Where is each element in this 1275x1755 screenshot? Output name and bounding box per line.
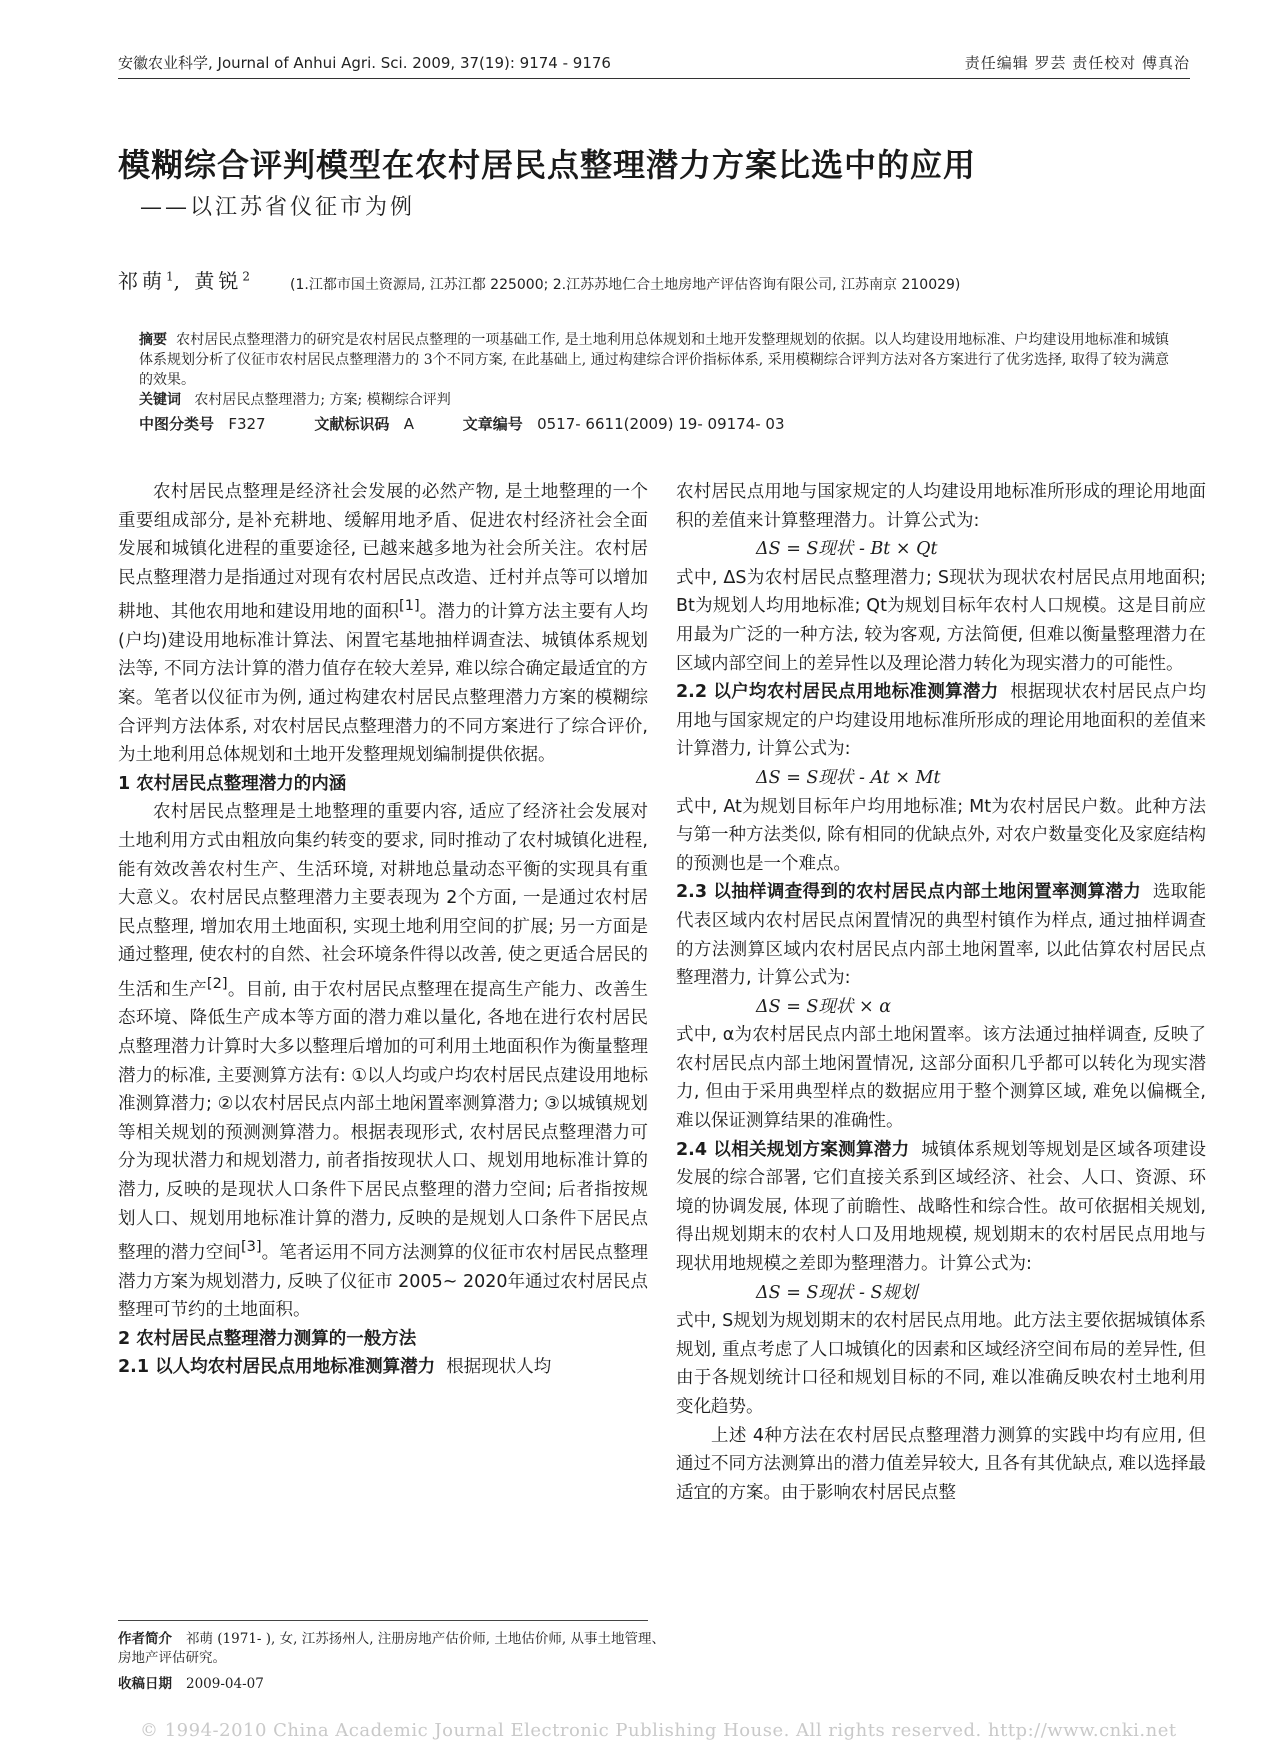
paper-title: 模糊综合评判模型在农村居民点整理潜力方案比选中的应用 <box>118 146 977 184</box>
citation-ref: [1] <box>399 597 420 615</box>
citation-ref: [3] <box>240 1238 262 1256</box>
abstract <box>139 330 1169 390</box>
clc-value: F327 <box>228 415 266 433</box>
author-name: 黄锐 <box>194 269 243 293</box>
section-1-text-end: 。笔者运用不同方法测算的仪征市农村居民点整理潜力方案为规划潜力, 反映了仪征市 2005~ 2020年通过农村居民点整理可节约的土地面积。 <box>118 1242 649 1321</box>
section-1-text: 农村居民点整理是土地整理的重要内容, 适应了经济社会发展对土地利用方式由粗放向集约转变的要求, 同时推动了农村城镇化进程, 能有效改善农村生产、生活环境, 对耕地总量动态平衡的实现具有重大意义。农村居民点整理潜力主要表现为 2个方面, 一是通过农村居民点整理, 增加农用土地面积, 实现土地利用空间的扩展; 另一方面是通过整理, 使农村的自然、社会环境条件得以改善, 使之更适合居民的生活和生产 <box>118 802 648 1000</box>
copyright-watermark: © 1994-2010 China Academic Journal Electronic Publishing House. All rights reserved. http://www.cnki.net <box>140 1720 1177 1741</box>
summary-paragraph: 上述 4种方法在农村居民点整理潜力测算的实践中均有应用, 但通过不同方法测算出的潜力值差异较大, 且各有其优缺点, 难以选择最适宜的方案。由于影响农村居民点整 <box>676 1425 1206 1503</box>
author-affiliations: (1.江都市国土资源局, 江苏江都 225000; 2.江苏苏地仁合土地房地产评估咨询有限公司, 江苏南京 210029) <box>290 277 961 293</box>
section-2-heading: 2 农村居民点整理潜力测算的一般方法 <box>118 1328 417 1349</box>
footnote-divider <box>118 1620 648 1621</box>
keywords-text: 农村居民点整理潜力; 方案; 模糊综合评判 <box>194 392 451 408</box>
author-bio-text: 祁萌 (1971- ), 女, 江苏扬州人, 注册房地产估价师, 土地估价师, 从事土地管理、房地产评估研究。 <box>118 1631 665 1666</box>
article-no-label: 文章编号 <box>462 415 523 433</box>
paper-subtitle: ——以江苏省仪征市为例 <box>140 195 416 220</box>
author-bio-label: 作者简介 <box>118 1631 172 1647</box>
running-header <box>118 48 1190 79</box>
author-list: 祁萌$^1$, 黄锐$^2$ <box>118 269 250 293</box>
body-column-right <box>676 478 1206 1507</box>
formula-2-explanation: 式中, At为规划目标年户均用地标准; Mt为农村居民户数。此种方法与第一种方法类似, 除有相同的优缺点外, 对农户数量变化及家庭结构的预测也是一个难点。 <box>676 796 1206 874</box>
formula-3: ΔS = S现状 × α <box>756 996 892 1017</box>
section-2-1-text: 根据现状人均 <box>446 1357 552 1378</box>
section-2-4-heading: 2.4 以相关规划方案测算潜力 <box>676 1139 910 1160</box>
abstract-block <box>139 330 1169 434</box>
body-column-left <box>118 478 648 1382</box>
formula-3-explanation: 式中, α为农村居民点内部土地闲置率。该方法通过抽样调查, 反映了农村居民点内部土地闲置情况, 这部分面积几乎都可以转化为现实潜力, 但由于采用典型样点的数据应用于整个测算区域, 难免以偏概全, 难以保证测算结果的准确性。 <box>676 1025 1206 1132</box>
abstract-label: 摘要 <box>139 332 168 348</box>
received-label: 收稿日期 <box>118 1676 172 1692</box>
keywords <box>139 390 1169 410</box>
section-2-1-continued: 农村居民点用地与国家规定的人均建设用地标准所形成的理论用地面积的差值来计算整理潜力。计算公式为: <box>676 482 1206 531</box>
citation-ref: [2] <box>206 974 228 992</box>
classification-line <box>139 414 1169 434</box>
author-affil-mark: 2 <box>242 269 250 284</box>
editor-credits: 责任编辑 罗芸 责任校对 傅真治 <box>964 54 1190 72</box>
article-no-value: 0517- 6611(2009) 19- 09174- 03 <box>537 415 785 433</box>
formula-4: ΔS = S现状 - S规划 <box>756 1282 918 1303</box>
doc-code-value: A <box>403 415 414 433</box>
formula-1-explanation: 式中, ΔS为农村居民点整理潜力; S现状为现状农村居民点用地面积; Bt为规划人均用地标准; Qt为规划目标年农村人口规模。这是目前应用最为广泛的一种方法, 较为客观, 方法简便, 但难以衡量整理潜力在区域内部空间上的差异性以及理论潜力转化为现实潜力的可能性。 <box>676 567 1206 674</box>
section-2-3-text: 选取能代表区域内农村居民点闲置情况的典型村镇作为样点, 通过抽样调查的方法测算区域内农村居民点内部土地闲置率, 以此估算农村居民点整理潜力, 计算公式为: <box>676 882 1206 989</box>
doc-code-label: 文献标识码 <box>314 415 390 433</box>
intro-text: 农村居民点整理是经济社会发展的必然产物, 是土地整理的一个重要组成部分, 是补充耕地、缓解用地矛盾、促进农村经济社会全面发展和城镇化进程的重要途径, 已越来越多地为社会所关注。农村居民点整理潜力是指通过对现有农村居民点改造、迁村并点等可以增加耕地、其他农用地和建设用地的面积 <box>118 482 648 623</box>
author-name: 祁萌 <box>118 269 166 293</box>
received-date-note <box>118 1675 678 1694</box>
section-1-text-cont: 。目前, 由于农村居民点整理在提高生产能力、改善生态环境、降低生产成本等方面的潜力难以量化, 各地在进行农村居民点整理潜力计算时大多以整理后增加的可利用土地面积作为衡量整理潜力的标准, 主要测算方法有: ①以人均或户均农村居民点建设用地标准测算潜力; ②以农村居民点内部土地闲置率测算潜力; ③以城镇规划等相关规划的预测测算潜力。根据表现形式, 农村居民点整理潜力可分为现状潜力和规划潜力, 前者指按现状人口、规划用地标准计算的潜力, 反映的是现状人口条件下居民点整理的潜力空间; 后者指按规划人口、规划用地标准计算的潜力, 反映的是规划人口条件下居民点整理的潜力空间 <box>118 979 649 1263</box>
section-2-3-heading: 2.3 以抽样调查得到的农村居民点内部土地闲置率测算潜力 <box>676 882 1142 903</box>
author-bio-note <box>118 1630 678 1668</box>
journal-citation: 安徽农业科学, Journal of Anhui Agri. Sci. 2009, 37(19): 9174 - 9176 <box>118 54 611 72</box>
formula-2: ΔS = S现状 - At × Mt <box>756 767 941 788</box>
section-2-2-heading: 2.2 以户均农村居民点用地标准测算潜力 <box>676 682 999 703</box>
section-2-2-text: 根据现状农村居民点户均用地与国家规定的户均建设用地标准所形成的理论用地面积的差值来计算潜力, 计算公式为: <box>676 682 1206 760</box>
section-1-paragraph <box>118 798 648 1324</box>
formula-1: ΔS = S现状 - Bt × Qt <box>756 539 938 560</box>
formula-4-explanation: 式中, S规划为规划期末的农村居民点用地。此方法主要依据城镇体系规划, 重点考虑了人口城镇化的因素和区域经济空间布局的差异性, 但由于各规划统计口径和规划目标的不同, 难以准确反映农村土地利用变化趋势。 <box>676 1311 1206 1417</box>
abstract-text: 农村居民点整理潜力的研究是农村居民点整理的一项基础工作, 是土地利用总体规划和土地开发整理规划的依据。以人均建设用地标准、户均建设用地标准和城镇体系规划分析了仪征市农村居民点整理潜力的 3个不同方案, 在此基础上, 通过构建综合评价指标体系, 采用模糊综合评判方法对各方案进行了优劣选择, 取得了较为满意的效果。 <box>139 332 1169 388</box>
section-1-heading: 1 农村居民点整理潜力的内涵 <box>118 773 347 794</box>
author-affil-mark: 1 <box>166 269 174 284</box>
section-2-4-text: 城镇体系规划等规划是区域各项建设发展的综合部署, 它们直接关系到区域经济、社会、人口、资源、环境的协调发展, 体现了前瞻性、战略性和综合性。故可依据相关规划, 得出规划期末的农村人口及用地规模, 规划期末的农村居民点用地与现状用地规模之差即为整理潜力。计算公式为: <box>676 1139 1206 1275</box>
received-date: 2009-04-07 <box>186 1676 264 1692</box>
section-2-1-heading: 2.1 以人均农村居民点用地标准测算潜力 <box>118 1357 436 1378</box>
intro-paragraph <box>118 478 648 770</box>
clc-label: 中图分类号 <box>139 415 215 433</box>
intro-text-cont: 。潜力的计算方法主要有人均(户均)建设用地标准计算法、闲置宅基地抽样调查法、城镇体系规划法等, 不同方法计算的潜力值存在较大差异, 难以综合确定最适宜的方案。笔者以仪征市为例, 通过构建农村居民点整理潜力方案的模糊综合评判方法体系, 对农村居民点整理潜力的不同方案进行了综合评价, 为土地利用总体规划和土地开发整理规划编制提供依据。 <box>118 602 649 766</box>
keywords-label: 关键词 <box>139 392 181 408</box>
